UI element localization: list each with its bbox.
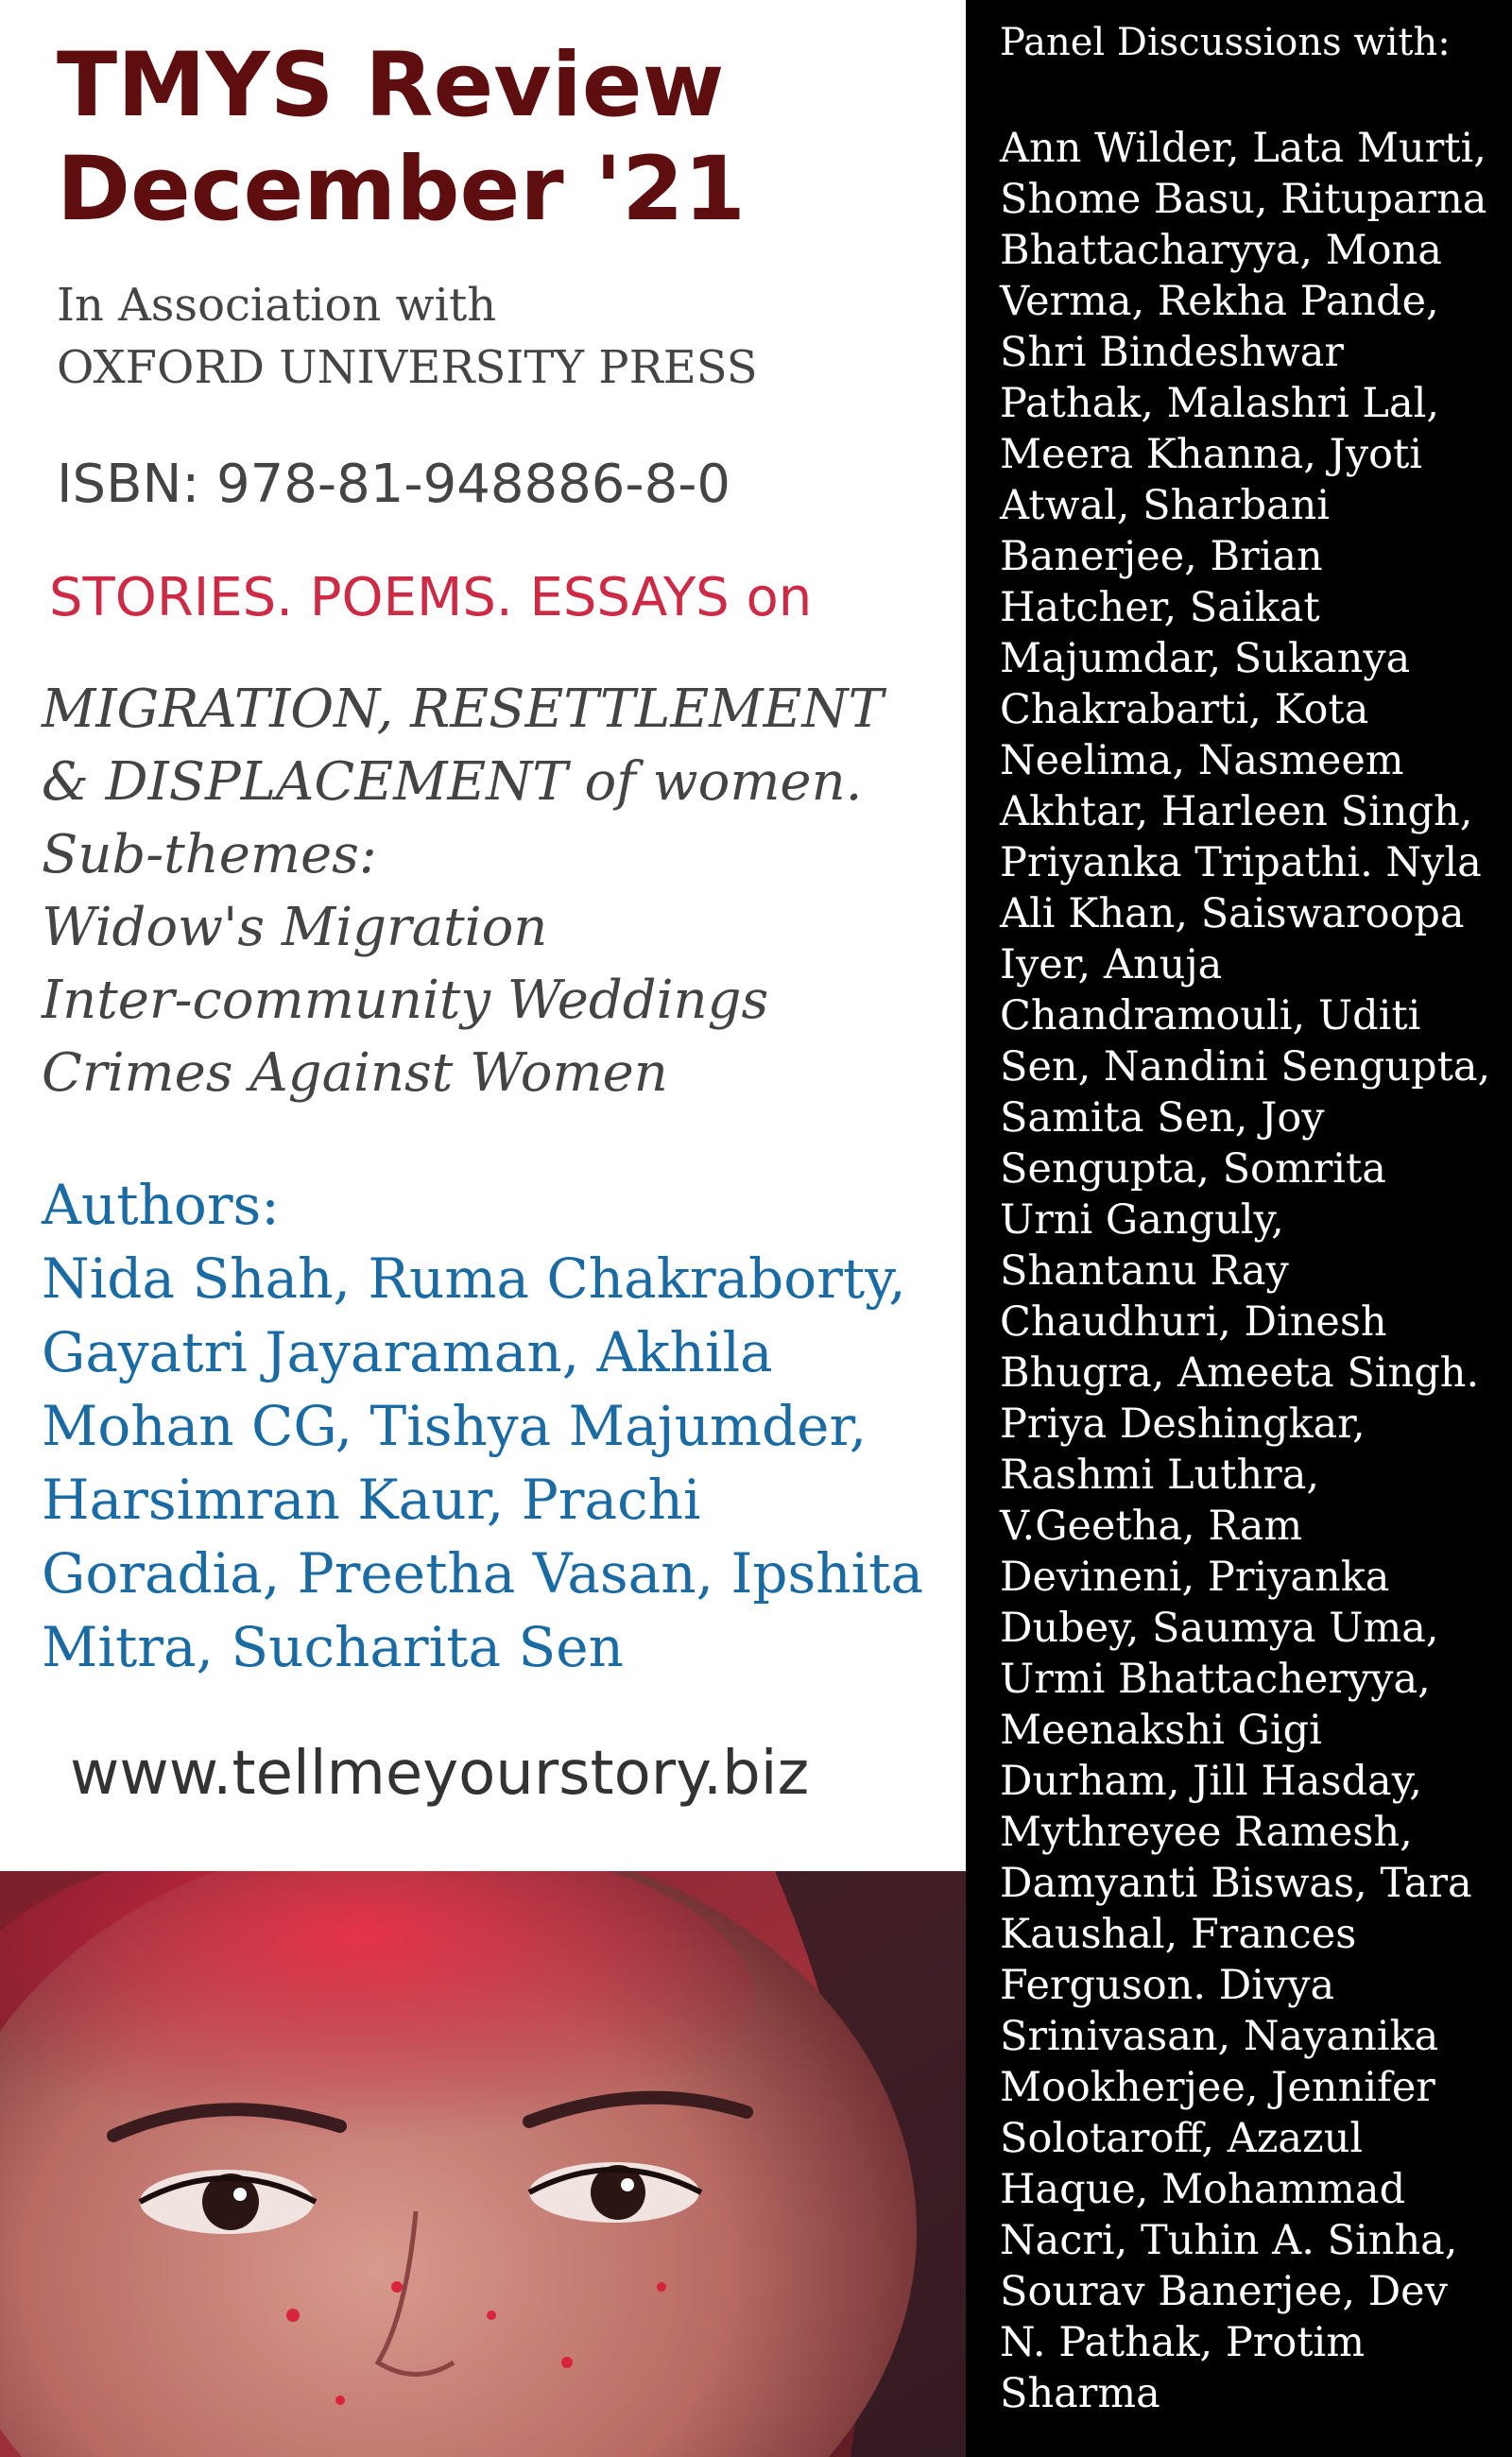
authors-list: Nida Shah, Ruma Chakraborty, Gayatri Jayaraman, Akhila Mohan CG, Tishya Majumder, Harsimran Kaur, Prachi Goradia, Preetha Vasan, Ipshita Mitra, Sucharita Sen — [42, 1246, 924, 1679]
theme-block — [42, 673, 884, 1109]
authors-label: Authors: — [42, 1173, 280, 1237]
subtheme-item: Inter-community Weddings — [42, 970, 769, 1031]
association-block — [57, 274, 758, 399]
subtheme-item: Crimes Against Women — [42, 1042, 668, 1104]
authors-block — [42, 1168, 949, 1684]
theme-line-1: MIGRATION, RESETTLEMENT — [42, 679, 884, 740]
association-line-1: In Association with — [57, 279, 497, 332]
panel-heading: Panel Discussions with: — [1000, 21, 1451, 64]
title-line-1: TMYS Review — [57, 34, 725, 137]
theme-line-2-italic: & DISPLACEMENT — [42, 751, 568, 813]
genres-heading: STORIES. POEMS. ESSAYS on — [49, 567, 813, 628]
isbn-text: ISBN: 978-81-948886-8-0 — [57, 454, 731, 515]
website-link[interactable]: www.tellmeyourstory.biz — [70, 1739, 810, 1809]
theme-line-2 — [42, 746, 884, 818]
title-line-2: December '21 — [57, 138, 746, 241]
page-title — [57, 34, 746, 242]
association-line-2: OXFORD UNIVERSITY PRESS — [57, 341, 758, 394]
subthemes-label: Sub-themes: — [42, 824, 377, 885]
cover-photo-illustration — [0, 1871, 966, 2457]
cover-photo — [0, 1871, 966, 2457]
subtheme-item: Widow's Migration — [42, 897, 548, 958]
panelists-list: Ann Wilder, Lata Murti, Shome Basu, Rituparna Bhattacharyya, Mona Verma, Rekha Pande, Shri Bindeshwar Pathak, Malashri Lal, Meera Khanna, Jyoti Atwal, Sharbani Banerjee, Brian Hatcher, Saikat Majumdar, Sukanya Chakrabarti, Kota Neelima, Nasmeem Akhtar, Harleen Singh, Priyanka Tripathi. Nyla Ali Khan, Saiswaroopa Iyer, Anuja Chandramouli, Uditi Sen, Nandini Sengupta, Samita Sen, Joy Sengupta, Somrita Urni Ganguly, Shantanu Ray Chaudhuri, Dinesh Bhugra, Ameeta Singh. Priya Deshingkar, Rashmi Luthra, V.Geetha, Ram Devineni, Priyanka Dubey, Saumya Uma, Urmi Bhattacheryya, Meenakshi Gigi Durham, Jill Hasday, Mythreyee Ramesh, Damyanti Biswas, Tara Kaushal, Frances Ferguson. Divya Srinivasan, Nayanika Mookherjee, Jennifer Solotaroff, Azazul Haque, Mohammad Nacri, Tuhin A. Sinha, Sourav Banerjee, Dev N. Pathak, Protim Sharma — [1000, 125, 1491, 2417]
theme-line-2-rest: of women. — [567, 751, 863, 813]
